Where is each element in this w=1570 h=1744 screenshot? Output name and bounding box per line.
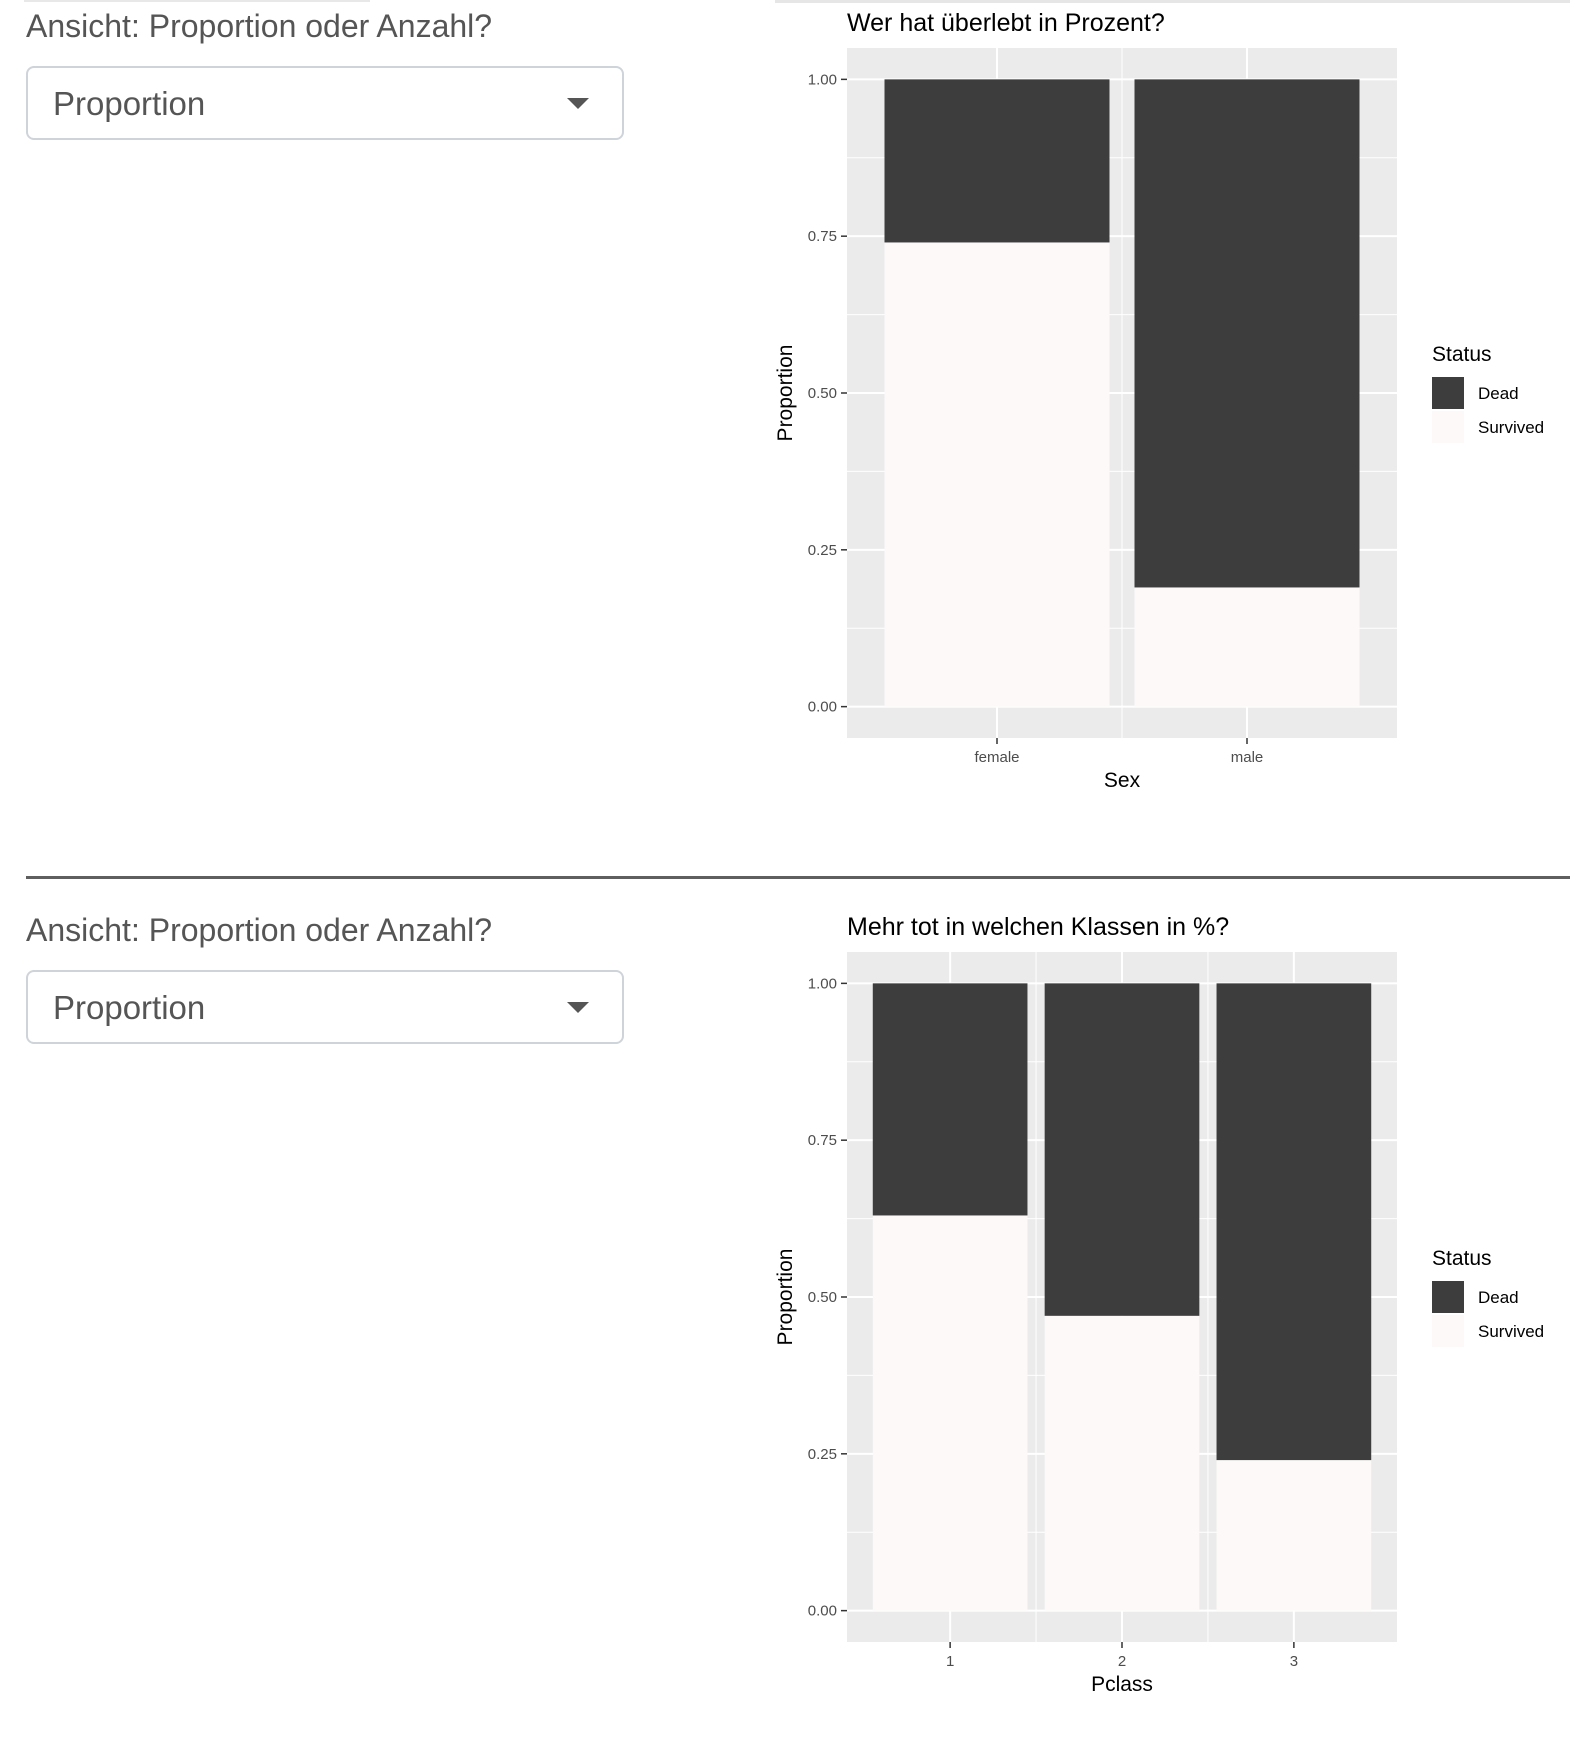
x-tick-label: 3 <box>1289 1653 1299 1670</box>
y-tick-label: 0.50 <box>807 385 837 402</box>
bar-survived <box>1217 1460 1372 1611</box>
y-tick-label: 1.00 <box>807 975 837 993</box>
y-axis-title: Proportion <box>774 344 797 442</box>
x-tick-label: female <box>974 749 1020 766</box>
bar-survived <box>1135 587 1360 706</box>
y-tick-label: 1.00 <box>807 71 837 89</box>
survival-by-sex-chart <box>770 0 1570 840</box>
y-tick-label: 0.75 <box>807 228 837 246</box>
bar-dead <box>1135 79 1360 587</box>
legend-title: Status <box>1432 343 1492 366</box>
legend-label-survived: Survived <box>1478 1322 1545 1341</box>
y-axis-title: Proportion <box>774 1248 797 1346</box>
legend-title: Status <box>1432 1247 1492 1270</box>
view-select-label: Ansicht: Proportion oder Anzahl? <box>26 912 493 948</box>
caret-down-icon <box>567 98 589 109</box>
y-tick-label: 0.50 <box>807 1289 837 1306</box>
chart-title: Wer hat überlebt in Prozent? <box>847 9 1165 37</box>
bar-dead <box>873 983 1028 1215</box>
x-tick-label: male <box>1230 749 1264 766</box>
bar-dead <box>1217 983 1372 1460</box>
legend-key-survived <box>1432 1315 1464 1347</box>
legend <box>1432 1247 1544 1347</box>
legend-key-survived <box>1432 411 1464 443</box>
view-select-value: Proportion <box>53 989 206 1026</box>
legend <box>1432 343 1544 443</box>
bar-dead <box>885 79 1110 242</box>
y-tick-label: 0.00 <box>807 698 837 716</box>
view-select-label: Ansicht: Proportion oder Anzahl? <box>26 8 493 44</box>
x-axis-title: Sex <box>1103 769 1141 792</box>
legend-key-dead <box>1432 377 1464 409</box>
view-select[interactable] <box>26 970 624 1044</box>
view-select[interactable] <box>26 66 624 140</box>
x-tick-label: 2 <box>1117 1653 1127 1670</box>
view-select-value: Proportion <box>53 85 206 122</box>
legend-label-survived: Survived <box>1478 418 1545 437</box>
bar-survived <box>873 1215 1028 1610</box>
legend-label-dead: Dead <box>1478 1288 1519 1307</box>
chart-title: Mehr tot in welchen Klassen in %? <box>847 913 1230 941</box>
y-tick-label: 0.25 <box>807 541 837 559</box>
bar-dead <box>1045 983 1200 1315</box>
section-divider <box>26 876 1570 879</box>
legend-label-dead: Dead <box>1478 384 1519 403</box>
caret-down-icon <box>567 1002 589 1013</box>
top-edge-strip <box>24 0 370 2</box>
bar-survived <box>885 242 1110 706</box>
y-tick-label: 0.00 <box>807 1602 837 1620</box>
y-tick-label: 0.25 <box>807 1445 837 1463</box>
y-tick-label: 0.75 <box>807 1132 837 1150</box>
x-tick-label: 1 <box>945 1653 955 1670</box>
bar-survived <box>1045 1316 1200 1611</box>
x-axis-title: Pclass <box>1091 1673 1153 1696</box>
legend-key-dead <box>1432 1281 1464 1313</box>
survival-by-class-chart <box>770 904 1570 1744</box>
